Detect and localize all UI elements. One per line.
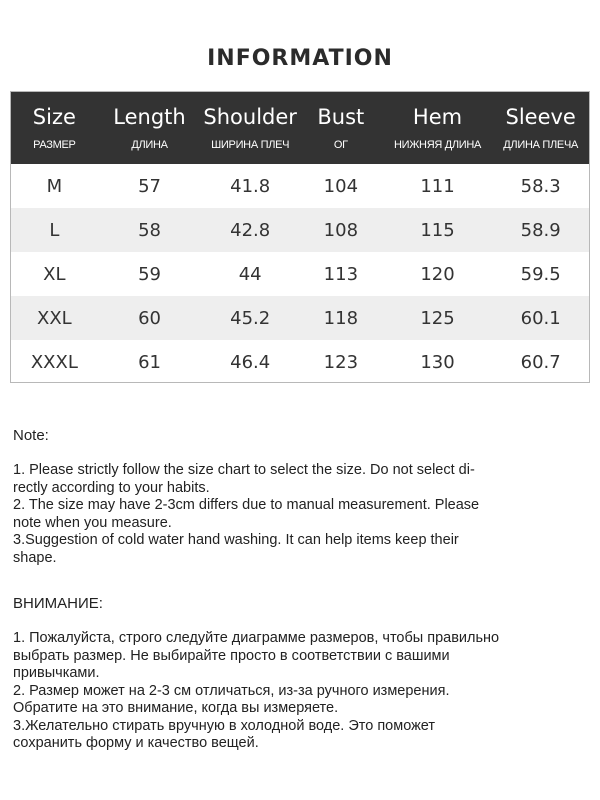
table-row bbox=[11, 164, 589, 208]
header-cell-bust bbox=[299, 92, 383, 164]
note-line: shape. bbox=[13, 549, 57, 566]
cell-hem: 115 bbox=[420, 219, 455, 241]
header-label: Shoulder bbox=[203, 105, 297, 129]
header-sublabel: ОГ bbox=[333, 139, 348, 151]
cell-size: XL bbox=[43, 263, 66, 285]
note-line: Обратите на это внимание, когда вы измеряете. bbox=[13, 700, 339, 716]
note-line: привычками. bbox=[13, 665, 100, 681]
header-label: Sleeve bbox=[505, 105, 576, 129]
header-sublabel: ШИРИНА ПЛЕЧ bbox=[211, 139, 290, 151]
note-line: 2. Размер может на 2-3 см отличаться, из-за ручного измерения. bbox=[13, 682, 450, 699]
header-cell-hem bbox=[383, 92, 493, 164]
cell-sleeve: 58.9 bbox=[520, 219, 561, 241]
cell-shoulder: 41.8 bbox=[230, 175, 271, 197]
table-row bbox=[11, 340, 589, 384]
note-line: 3.Желательно стирать вручную в холодной воде. Это поможет bbox=[13, 717, 436, 734]
cell-length: 59 bbox=[138, 263, 161, 285]
header-label: Hem bbox=[412, 105, 463, 129]
cell-shoulder: 45.2 bbox=[230, 307, 271, 329]
cell-shoulder: 42.8 bbox=[230, 219, 271, 241]
note-line: rectly according to your habits. bbox=[13, 479, 210, 496]
header-cell-sleeve bbox=[492, 92, 589, 164]
note-line: сохранить форму и качество вещей. bbox=[13, 735, 259, 751]
cell-shoulder: 44 bbox=[238, 263, 262, 285]
cell-bust: 113 bbox=[323, 263, 359, 285]
header-label: Size bbox=[32, 105, 76, 129]
table-row bbox=[11, 296, 589, 340]
table-row bbox=[11, 252, 589, 296]
page-title: INFORMATION bbox=[207, 46, 393, 71]
cell-sleeve: 58.3 bbox=[520, 175, 561, 197]
table-header bbox=[11, 92, 589, 164]
cell-size: XXL bbox=[37, 307, 72, 329]
cell-sleeve: 60.7 bbox=[520, 351, 561, 373]
cell-size: XXXL bbox=[30, 351, 78, 373]
note-body-ru bbox=[13, 630, 583, 753]
cell-length: 57 bbox=[138, 175, 161, 197]
header-cell-size bbox=[11, 92, 98, 164]
header-label: Bust bbox=[317, 105, 365, 129]
note-heading-en: Note: bbox=[13, 427, 49, 444]
cell-hem: 120 bbox=[420, 263, 455, 285]
note-line: 1. Please strictly follow the size chart to select the size. Do not select di- bbox=[13, 462, 475, 478]
cell-shoulder: 46.4 bbox=[230, 351, 271, 373]
cell-length: 60 bbox=[138, 307, 161, 329]
cell-length: 58 bbox=[138, 219, 161, 241]
header-label: Length bbox=[113, 105, 186, 129]
cell-size: L bbox=[49, 219, 60, 241]
cell-sleeve: 59.5 bbox=[520, 263, 561, 285]
cell-hem: 130 bbox=[420, 351, 455, 373]
cell-sleeve: 60.1 bbox=[520, 307, 561, 329]
header-sublabel: ДЛИНА bbox=[131, 139, 168, 151]
note-line: 2. The size may have 2-3cm differs due to manual measurement. Please bbox=[13, 497, 480, 513]
table-row bbox=[11, 208, 589, 252]
note-line: note when you measure. bbox=[13, 514, 172, 531]
header-sublabel: ДЛИНА ПЛЕЧА bbox=[503, 139, 579, 151]
cell-hem: 125 bbox=[420, 307, 455, 329]
note-body-en bbox=[13, 462, 583, 567]
header-sublabel: НИЖНЯЯ ДЛИНА bbox=[393, 139, 482, 151]
header-cell-shoulder bbox=[201, 92, 299, 164]
cell-hem: 111 bbox=[420, 175, 455, 197]
size-table bbox=[10, 91, 590, 383]
cell-bust: 108 bbox=[323, 219, 359, 241]
cell-bust: 104 bbox=[323, 175, 359, 197]
note-heading-ru: ВНИМАНИЕ: bbox=[13, 595, 103, 612]
note-line: 1. Пожалуйста, строго следуйте диаграмме размеров, чтобы правильно bbox=[13, 630, 500, 646]
header-cell-length bbox=[98, 92, 202, 164]
cell-size: M bbox=[46, 175, 63, 197]
note-line: 3.Suggestion of cold water hand washing. It can help items keep their bbox=[13, 532, 459, 548]
note-line: выбрать размер. Не выбирайте просто в соответствии с вашими bbox=[13, 647, 450, 664]
cell-bust: 118 bbox=[323, 307, 359, 329]
cell-bust: 123 bbox=[323, 351, 359, 373]
header-sublabel: РАЗМЕР bbox=[33, 139, 76, 151]
cell-length: 61 bbox=[138, 351, 161, 373]
